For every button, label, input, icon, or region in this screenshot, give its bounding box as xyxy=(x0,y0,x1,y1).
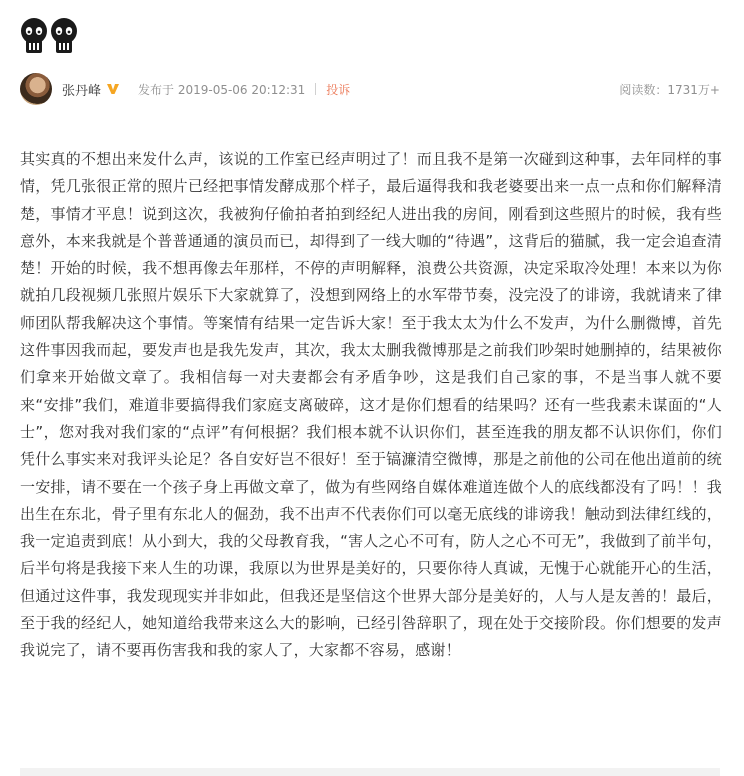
emoji-row xyxy=(20,17,78,57)
publish-time: 发布于 2019-05-06 20:12:31 xyxy=(138,82,306,97)
skull-emoji-icon xyxy=(20,17,48,57)
post-header xyxy=(20,73,720,105)
report-link[interactable]: 投诉 xyxy=(326,82,351,97)
avatar[interactable] xyxy=(20,73,52,105)
header-divider xyxy=(315,83,316,95)
username-link[interactable]: 张丹峰 xyxy=(62,83,102,99)
bottom-bar xyxy=(20,768,720,776)
v-badge-icon xyxy=(106,82,120,96)
skull-emoji-icon xyxy=(50,17,78,57)
read-count: 阅读数：1731万+ xyxy=(619,82,720,97)
post-body: 其实真的不想出来发什么声，该说的工作室已经声明过了！而且我不是第一次碰到这种事，去年同样的事情，凭几张很正常的照片已经把事情发酵成那个样子，最后逼得我和我老婆要出来一点一点和你们解释清楚，事情才平息！说到这次，我被狗仔偷拍者拍到经纪人进出我的房间，刚看到这些照片的时候，我有些意外，本来我就是个普普通通的演员而已，却得到了一线大咖的“待遇”，这背后的猫腻，我一定会追查清楚！开始的时候，我不想再像去年那样，不停的声明解释，浪费公共资源，决定采取冷处理！本来以为你就拍几段视频几张照片娱乐下大家就算了，没想到网络上的水军带节奏，没完没了的诽谤，我就请来了律师团队帮我解决这个事情。等案情有结果一定告诉大家！至于我太太为什么不发声，为什么删微博，首先这件事因我而起，要发声也是我先发声，其次，我太太删我微博那是之前我们吵架时她删掉的，结果被你们拿来开始做文章了。我相信每一对夫妻都会有矛盾争吵，这是我们自己家的事，不是当事人就不要来“安排”我们，难道非要搞得我们家庭支离破碎，这才是你们想看的结果吗？还有一些我素未谋面的“人士”，您对我对我们家的“点评”有何根据？我们根本就不认识你们，甚至连我的朋友都不认识你们，你们凭什么事实来对我评头论足？各自安好岂不很好！至于镐濂清空微博，那是之前他的公司在他出道前的统一安排，请不要在一个孩子身上再做文章了，做为有些网络自媒体难道连做个人的底线都没有了吗！！我出生在东北，骨子里有东北人的倔劲，我不出声不代表你们可以毫无底线的诽谤我！触动到法律红线的，我一定追责到底！从小到大，我的父母教育我，“害人之心不可有，防人之心不可无”，我做到了前半句，后半句将是我接下来人生的功课，我原以为世界是美好的，只要你待人真诚，无愧于心就能开心的生活，但通过这件事，我发现现实并非如此，但我还是坚信这个世界大部分是美好的，人与人是友善的！最后，至于我的经纪人，她知道给我带来这么大的影响，已经引咎辞职了，现在处于交接阶段。你们想要的发声我说完了，请不要再伤害我和我的家人了，大家都不容易，感谢！ xyxy=(20,150,722,660)
